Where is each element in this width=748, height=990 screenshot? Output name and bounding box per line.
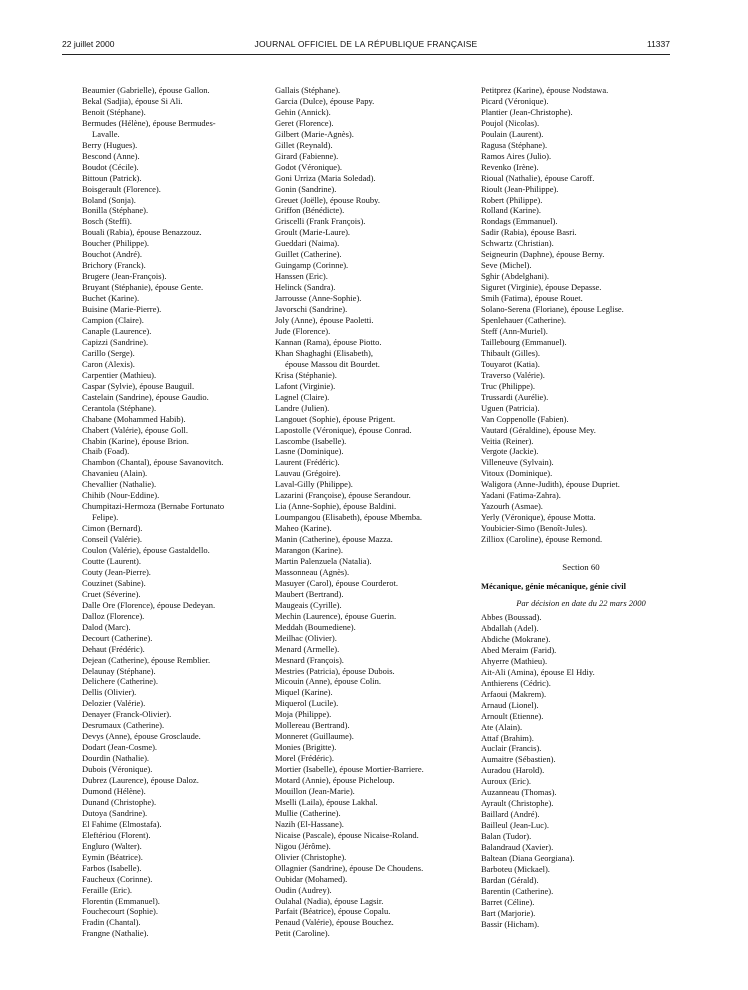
list-item: Chihib (Nour-Eddine). (82, 490, 160, 501)
list-item: Ayrault (Christophe). (481, 798, 554, 809)
list-item: Solano-Serena (Floriane), épouse Leglise. (481, 304, 624, 315)
list-item: Martin Palenzuela (Natalia). (275, 555, 372, 566)
list-item: Auclair (Francis). (481, 743, 542, 754)
list-item: Benoit (Stéphane). (82, 106, 146, 117)
list-item: Aumaitre (Sébastien). (481, 754, 556, 765)
list-item: Delaunay (Stéphane). (82, 665, 156, 676)
list-item: Godot (Véronique). (275, 161, 343, 172)
column-3 (481, 85, 681, 930)
list-item: Frangne (Nathalie). (82, 928, 149, 939)
list-item: Zilliox (Caroline), épouse Remond. (481, 534, 603, 545)
list-item: Cerantola (Stéphane). (82, 402, 157, 413)
list-item: Dalloz (Florence). (82, 610, 145, 621)
list-item: Masuyer (Carol), épouse Courderot. (275, 577, 398, 588)
list-item: Mechin (Laurence), épouse Guerin. (275, 610, 397, 621)
list-item: Groult (Marie-Laure). (275, 227, 351, 238)
column-1 (82, 85, 257, 939)
list-item: Plantier (Jean-Christophe). (481, 106, 573, 117)
list-item: Seve (Michel). (481, 260, 532, 271)
list-item: Ahyerre (Mathieu). (481, 655, 548, 666)
list-item: Eymin (Béatrice). (82, 851, 143, 862)
list-item: Dalod (Marc). (82, 621, 131, 632)
list-item: Decourt (Catherine). (82, 632, 153, 643)
list-item: Lasne (Dominique). (275, 446, 344, 457)
list-item: Laval-Gilly (Philippe). (275, 479, 353, 490)
list-item: Carillo (Serge). (82, 347, 135, 358)
list-item: Carpentier (Mathieu). (82, 369, 157, 380)
list-item: Gueddari (Naima). (275, 238, 340, 249)
list-item: Nicaise (Pascale), épouse Nicaise-Roland. (275, 829, 419, 840)
list-item: Ramos Aires (Julio). (481, 150, 552, 161)
list-item: Laurent (Frédéric). (275, 457, 340, 468)
list-item: Loumpangou (Elisabeth), épouse Mbemba. (275, 512, 423, 523)
list-item: Oudin (Audrey). (275, 884, 332, 895)
list-item: Ragusa (Stéphane). (481, 139, 548, 150)
list-item: Guillet (Catherine). (275, 249, 342, 260)
list-item: Rolland (Karine). (481, 205, 541, 216)
list-item: Jude (Florence). (275, 325, 331, 336)
list-item: Abdallah (Adel). (481, 622, 539, 633)
list-item: Vautard (Géraldine), épouse Mey. (481, 424, 596, 435)
list-item: Bonilla (Stéphane). (82, 205, 149, 216)
section-title: Section 60 (562, 562, 600, 573)
list-item: Villeneuve (Sylvain). (481, 457, 554, 468)
list-item: Uguen (Patricia). (481, 402, 540, 413)
list-item: Manin (Catherine), épouse Mazza. (275, 534, 393, 545)
list-item: Abed Meraim (Farid). (481, 644, 557, 655)
list-item: Anthierens (Cédric). (481, 677, 551, 688)
list-item: Dellis (Olivier). (82, 687, 137, 698)
list-item: Rioult (Jean-Philippe). (481, 183, 559, 194)
list-item: Bittoun (Patrick). (82, 172, 142, 183)
list-item: Cruet (Séverine). (82, 588, 141, 599)
list-item: Coulon (Valérie), épouse Gastaldello. (82, 545, 210, 556)
list-item: Greuet (Joëlle), épouse Rouby. (275, 194, 380, 205)
list-item: Attaf (Brahim). (481, 732, 534, 743)
list-item: Baltean (Diana Georgiana). (481, 853, 575, 863)
list-item: Arnaud (Lionel). (481, 699, 539, 710)
list-item: Cimon (Bernard). (82, 523, 143, 534)
list-item: Nazih (El-Hassane). (275, 818, 344, 829)
list-item: Capizzi (Sandrine). (82, 336, 149, 347)
list-item: Maheo (Karine). (275, 523, 332, 534)
list-item: Mortier (Isabelle), épouse Mortier-Barriere. (275, 764, 424, 775)
list-item: Spenlehauer (Catherine). (481, 315, 566, 326)
list-item: Florentin (Emmanuel). (82, 895, 160, 906)
list-item: Petit (Caroline). (275, 928, 330, 939)
section-decision: Par décision en date du 22 mars 2000 (516, 598, 646, 609)
list-item: Gehin (Annick). (275, 106, 331, 117)
list-item: Couzinet (Sabine). (82, 577, 146, 588)
list-item: Mestries (Patricia), épouse Dubois. (275, 665, 395, 676)
list-item: Veitia (Reiner). (481, 435, 534, 446)
list-item: Geret (Florence). (275, 117, 334, 128)
list-item: Dubois (Véronique). (82, 764, 153, 775)
list-item: Bouchot (André). (82, 249, 142, 260)
list-item: Massonneau (Agnès). (275, 566, 350, 577)
list-item: Coutte (Laurent). (82, 555, 142, 566)
list-item: Boland (Sonja). (82, 194, 136, 205)
list-item: Mollereau (Bertrand). (275, 720, 350, 731)
list-item: Yerly (Véronique), épouse Motta. (481, 512, 596, 523)
list-item: Barboteu (Mickael). (481, 863, 550, 874)
list-item: Miquel (Karine). (275, 687, 333, 698)
list-item: El Fahime (Elmostafa). (82, 818, 162, 829)
list-item: Marangon (Karine). (275, 545, 343, 556)
list-item: Gonin (Sandrine). (275, 183, 337, 194)
list-item: Bruyant (Stéphanie), épouse Gente. (82, 282, 204, 293)
list-item: Truc (Philippe). (481, 380, 535, 391)
list-item: Smih (Fatima), épouse Rouet. (481, 293, 583, 304)
list-item: Poulain (Laurent). (481, 128, 544, 139)
list-item: Lia (Anne-Sophie), épouse Baldini. (275, 501, 397, 512)
list-item: Sadir (Rabia), épouse Basri. (481, 227, 577, 238)
list-item: Bouali (Rabia), épouse Benazzouz. (82, 227, 202, 238)
list-item: Gallais (Stéphane). (275, 85, 341, 95)
list-item: Dejean (Catherine), épouse Remblier. (82, 654, 211, 665)
list-item: Motard (Annie), épouse Picheloup. (275, 775, 395, 786)
list-item: Olivier (Christophe). (275, 851, 347, 862)
list-item: Rondags (Emmanuel). (481, 216, 558, 227)
list-item: Rioual (Nathalie), épouse Caroff. (481, 172, 595, 183)
list-item: Arnoult (Etienne). (481, 710, 544, 721)
header-page-number: 11337 (646, 39, 670, 49)
list-item: Bailleul (Jean-Luc). (481, 820, 549, 831)
list-item: Khan Shaghaghi (Elisabeth), (275, 347, 373, 358)
list-item: Brugere (Jean-François). (82, 271, 167, 282)
list-item: Bart (Marjorie). (481, 907, 536, 918)
list-item: Parfait (Béatrice), épouse Copalu. (275, 906, 391, 917)
list-item: Auradou (Harold). (481, 765, 545, 776)
list-item: Dumond (Hélène). (82, 786, 146, 796)
list-item: Nigou (Jérôme). (275, 840, 331, 851)
list-item: Dehaut (Frédéric). (82, 643, 145, 654)
list-item: Caspar (Sylvie), épouse Bauguil. (82, 380, 195, 391)
list-item: Boisgerault (Florence). (82, 183, 161, 194)
list-item: Thibault (Gilles). (481, 347, 541, 358)
list-item: Castelain (Sandrine), épouse Gaudio. (82, 391, 209, 402)
list-item: Jarrousse (Anne-Sophie). (275, 293, 362, 304)
list-item: Campion (Claire). (82, 315, 144, 326)
list-item: Girard (Fabienne). (275, 150, 339, 161)
list-item: Balandraud (Xavier). (481, 842, 554, 853)
header-title: JOURNAL OFFICIEL DE LA RÉPUBLIQUE FRANÇAISE (254, 39, 478, 49)
list-item: Desrumaux (Catherine). (82, 720, 165, 731)
list-item: Vergote (Jackie). (481, 446, 539, 457)
list-item: Seigneurin (Daphne), épouse Berny. (481, 249, 605, 260)
list-item: Lagnel (Claire). (275, 391, 330, 402)
list-item: Balan (Tudor). (481, 831, 532, 842)
list-item: Bosch (Steffi). (82, 216, 132, 227)
list-item: Conseil (Valérie). (82, 534, 142, 545)
list-item: Sghir (Abdelghani). (481, 271, 549, 282)
list-item: Lafont (Virginie). (275, 380, 336, 391)
list-item: Arfaoui (Makrem). (481, 688, 547, 699)
list-item: Oubidar (Mohamed). (275, 873, 348, 884)
list-item: Gilbert (Marie-Agnès). (275, 128, 354, 139)
list-item: Kannan (Rama), épouse Piotto. (275, 336, 382, 347)
list-item: Meddah (Boumediene). (275, 621, 356, 632)
list-item: Taillebourg (Emmanuel). (481, 336, 567, 347)
list-item: Helinck (Sandra). (275, 282, 336, 293)
list-item: Monies (Brigitte). (275, 742, 337, 753)
list-item: Chumpitazi-Hermoza (Bernabe Fortunato (82, 501, 225, 512)
list-item: Dutoya (Sandrine). (82, 807, 148, 818)
list-item: Steff (Ann-Muriel). (481, 325, 548, 336)
list-item: Abbes (Boussad). (481, 612, 542, 623)
list-item: Dubrez (Laurence), épouse Daloz. (82, 775, 199, 786)
list-item: Abdiche (Mokrane). (481, 633, 551, 644)
list-item: Bekal (Sadjia), épouse Si Ali. (82, 95, 183, 106)
list-item: Revenko (Irène). (481, 161, 539, 172)
list-item: Chavanieu (Alain). (82, 468, 148, 479)
list-item: Miquerol (Lucile). (275, 698, 339, 709)
list-item: Vitoux (Dominique). (481, 468, 553, 479)
list-item: Couty (Jean-Pierre). (82, 566, 151, 577)
list-item: Penaud (Valérie), épouse Bouchez. (275, 917, 394, 928)
list-item: Boucher (Philippe). (82, 238, 150, 249)
list-item: Krisa (Stéphanie). (275, 369, 337, 380)
list-item: Chevallier (Nathalie). (82, 479, 157, 490)
list-item: Buisine (Marie-Pierre). (82, 304, 162, 315)
list-item: Griffon (Bénédicte). (275, 205, 345, 216)
list-item: Menard (Armelle). (275, 643, 340, 654)
list-item: Bescond (Anne). (82, 150, 140, 161)
list-item: Fouchecourt (Sophie). (82, 906, 159, 917)
list-item: Bassir (Hicham). (481, 918, 540, 929)
list-item: Chabane (Mohammed Habib). (82, 413, 186, 424)
list-item: Dunand (Christophe). (82, 796, 157, 807)
column-3-list-bottom (481, 612, 681, 930)
list-item: Berry (Hugues). (82, 139, 138, 150)
list-item: Langouet (Sophie), épouse Prigent. (275, 413, 396, 424)
list-item: Delichere (Catherine). (82, 676, 158, 687)
list-item: Delozier (Valérie). (82, 698, 146, 709)
list-item: Caron (Alexis). (82, 358, 135, 369)
list-item: Meilhac (Olivier). (275, 632, 337, 643)
list-item: Denayer (Franck-Olivier). (82, 709, 172, 720)
list-item: Gillet (Reynald). (275, 139, 333, 150)
list-item: Barret (Céline). (481, 896, 535, 907)
list-item: Micouin (Anne), épouse Colin. (275, 676, 381, 687)
list-item: Bardan (Gérald). (481, 874, 539, 885)
list-item: Lascombe (Isabelle). (275, 435, 347, 446)
list-item: Chabin (Karine), épouse Brion. (82, 435, 189, 446)
list-item: Lavalle. (92, 128, 120, 139)
list-item: Ait-Ali (Amina), épouse El Hdiy. (481, 666, 595, 677)
list-item: Mselli (Laila), épouse Lakhal. (275, 796, 378, 807)
list-item: Monneret (Guillaume). (275, 731, 354, 742)
list-item: Trussardi (Aurélie). (481, 391, 549, 402)
list-item: épouse Massou dit Bourdet. (285, 358, 380, 369)
list-item: Fradin (Chantal). (82, 917, 141, 928)
list-item: Farbos (Isabelle). (82, 862, 142, 873)
list-item: Brichory (Franck). (82, 260, 146, 271)
list-item: Devys (Anne), épouse Grosclaude. (82, 731, 201, 742)
page-header (62, 38, 670, 55)
list-item: Engluro (Walter). (82, 840, 142, 851)
list-item: Lazarini (Françoise), épouse Serandour. (275, 490, 411, 501)
section-name: Mécanique, génie mécanique, génie civil (481, 581, 626, 592)
column-3-list-top (481, 85, 681, 545)
list-item: Lauvau (Grégoire). (275, 468, 341, 479)
list-item: Chaib (Foad). (82, 446, 130, 457)
list-item: Barentin (Catherine). (481, 885, 554, 896)
list-item: Moja (Philippe). (275, 709, 332, 720)
list-item: Touyarot (Katia). (481, 358, 540, 369)
list-item: Feraille (Eric). (82, 884, 133, 895)
list-item: Morel (Frédéric). (275, 753, 335, 764)
list-item: Traverso (Valérie). (481, 369, 545, 380)
list-item: Schwartz (Christian). (481, 238, 554, 249)
list-item: Van Coppenolle (Fabien). (481, 413, 569, 424)
list-item: Mesnard (François). (275, 654, 344, 665)
list-item: Baillard (André). (481, 809, 540, 820)
list-item: Poujol (Nicolas). (481, 117, 540, 128)
list-item: Chambon (Chantal), épouse Savanovitch. (82, 457, 224, 468)
list-item: Yazourh (Asmae). (481, 501, 543, 512)
list-item: Goni Urriza (Maria Soledad). (275, 172, 376, 183)
column-2 (275, 85, 465, 939)
list-item: Auroux (Eric). (481, 776, 532, 787)
list-item: Chabert (Valérie), épouse Goll. (82, 424, 188, 435)
list-item: Eleftériou (Florent). (82, 829, 151, 840)
list-item: Joly (Anne), épouse Paoletti. (275, 315, 374, 326)
list-item: Ate (Alain). (481, 721, 523, 732)
list-item: Waligora (Anne-Judith), épouse Dupriet. (481, 479, 620, 490)
list-item: Landre (Julien). (275, 402, 330, 413)
list-item: Oulahal (Nadia), épouse Lagsir. (275, 895, 384, 906)
list-item: Boudot (Cécile). (82, 161, 139, 172)
list-item: Mullie (Catherine). (275, 807, 341, 818)
list-item: Picard (Véronique). (481, 95, 549, 106)
list-item: Maugeais (Cyrille). (275, 599, 342, 610)
list-item: Siguret (Virginie), épouse Depasse. (481, 282, 602, 293)
list-item: Guingamp (Corinne). (275, 260, 349, 271)
list-item: Ollagnier (Sandrine), épouse De Choudens. (275, 862, 424, 873)
list-item: Buchet (Karine). (82, 293, 140, 304)
list-item: Dodart (Jean-Cosme). (82, 742, 158, 753)
list-item: Mouillon (Jean-Marie). (275, 786, 355, 796)
list-item: Yadani (Fatima-Zahra). (481, 490, 561, 501)
list-item: Petitprez (Karine), épouse Nodstawa. (481, 85, 609, 95)
list-item: Beaumier (Gabrielle), épouse Gallon. (82, 85, 210, 95)
list-item: Auzanneau (Thomas). (481, 787, 557, 798)
list-item: Lapostolle (Véronique), épouse Conrad. (275, 424, 412, 435)
list-item: Dalle Ore (Florence), épouse Dedeyan. (82, 599, 216, 610)
list-item: Garcia (Dulce), épouse Papy. (275, 95, 375, 106)
list-item: Faucheux (Corinne). (82, 873, 153, 884)
list-item: Griscelli (Frank François). (275, 216, 366, 227)
list-item: Dourdin (Nathalie). (82, 753, 150, 764)
list-item: Maubert (Bertrand). (275, 588, 344, 599)
list-item: Robert (Philippe). (481, 194, 543, 205)
header-date: 22 juillet 2000 (62, 39, 115, 49)
list-item: Bermudes (Hélène), épouse Bermudes- (82, 117, 216, 128)
list-item: Hanssen (Eric). (275, 271, 328, 282)
list-item: Canaple (Laurence). (82, 325, 152, 336)
list-item: Javorschi (Sandrine). (275, 304, 348, 315)
list-item: Felipe). (92, 512, 119, 523)
list-item: Youbicier-Simo (Benoît-Jules). (481, 523, 588, 534)
